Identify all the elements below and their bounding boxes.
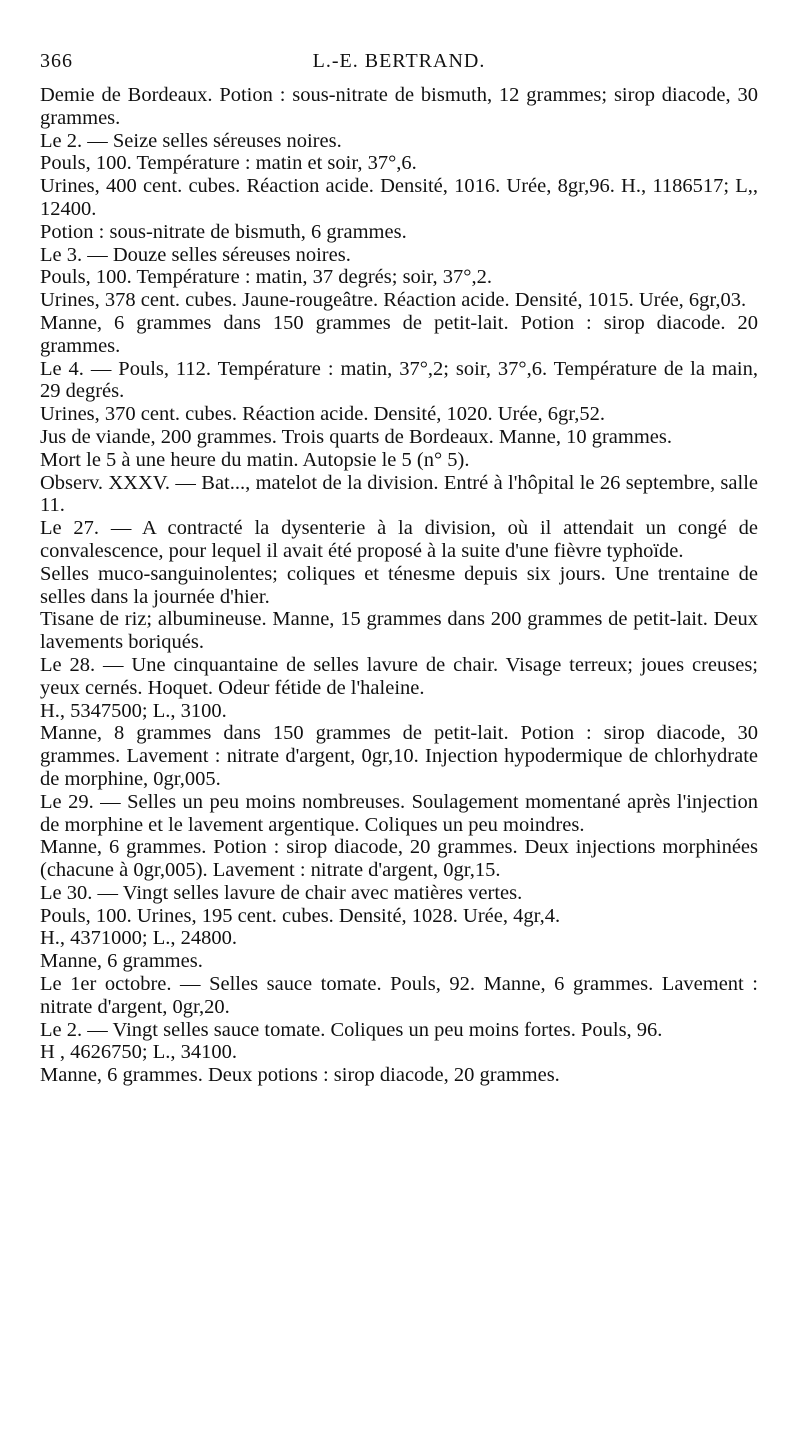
paragraph: Pouls, 100. Température : matin et soir, 37°,6. [40, 152, 417, 175]
paragraph: Manne, 6 grammes. Potion : sirop diacode, 20 grammes. Deux injections morphinées (chacune à 0gr,005). Lavement : nitrate d'argent, 0gr,15. [40, 836, 758, 882]
paragraph: Le 1er octobre. — Selles sauce tomate. Pouls, 92. Manne, 6 grammes. Lavement : nitrate d'argent, 0gr,20. [40, 973, 758, 1018]
paragraph: Jus de viande, 200 grammes. Trois quarts de Bordeaux. Manne, 10 grammes. [40, 425, 672, 448]
paragraph: Tisane de riz; albumineuse. Manne, 15 grammes dans 200 grammes de petit-lait. Deux lavements boriqués. [40, 608, 758, 654]
paragraph: Manne, 8 grammes dans 150 grammes de petit-lait. Potion : sirop diacode, 30 grammes. Lavement : nitrate d'argent, 0gr,10. Injection hypodermique de chlorhydrate de morphine, 0gr,005. [40, 722, 758, 790]
paragraph: Manne, 6 grammes. [40, 950, 203, 973]
paragraph: Pouls, 100. Urines, 195 cent. cubes. Densité, 1028. Urée, 4gr,4. [40, 904, 561, 927]
page-header [40, 50, 758, 84]
paragraph: Demie de Bordeaux. Potion : sous-nitrate de bismuth, 12 grammes; sirop diacode, 30 grammes. [40, 84, 758, 129]
paragraph: Observ. XXXV. — Bat..., matelot de la division. Entré à l'hôpital le 26 septembre, salle 11. [40, 471, 758, 517]
paragraph: Le 2. — Vingt selles sauce tomate. Coliques un peu moins fortes. Pouls, 96. [40, 1018, 663, 1041]
body-text [40, 84, 758, 1087]
paragraph: Urines, 400 cent. cubes. Réaction acide. Densité, 1016. Urée, 8gr,96. H., 1186517; L,, 12400. [40, 175, 758, 220]
paragraph: H., 5347500; L., 3100. [40, 699, 227, 722]
paragraph: Urines, 370 cent. cubes. Réaction acide. Densité, 1020. Urée, 6gr,52. [40, 403, 606, 426]
paragraph: Le 3. — Douze selles séreuses noires. [40, 243, 351, 266]
paragraph: Le 27. — A contracté la dysenterie à la division, où il attendait un congé de convalescence, pour lequel il avait été proposé à la suite d'une fièvre typhoïde. [40, 517, 758, 562]
page-number: 366 [40, 50, 73, 72]
paragraph: Potion : sous-nitrate de bismuth, 6 grammes. [40, 220, 407, 243]
paragraph: Le 30. — Vingt selles lavure de chair avec matières vertes. [40, 881, 523, 904]
paragraph: Manne, 6 grammes dans 150 grammes de petit-lait. Potion : sirop diacode. 20 grammes. [40, 311, 758, 357]
paragraph: Urines, 378 cent. cubes. Jaune-rougeâtre. Réaction acide. Densité, 1015. Urée, 6gr,03. [40, 289, 747, 312]
paragraph: Selles muco-sanguinolentes; coliques et ténesme depuis six jours. Une trentaine de selles dans la journée d'hier. [40, 562, 758, 608]
paragraph: Le 28. — Une cinquantaine de selles lavure de chair. Visage terreux; joues creuses; yeux cernés. Hoquet. Odeur fétide de l'haleine. [40, 653, 758, 699]
running-head: L.-E. BERTRAND. [312, 50, 486, 72]
paragraph: Manne, 6 grammes. Deux potions : sirop diacode, 20 grammes. [40, 1064, 560, 1087]
paragraph: H., 4371000; L., 24800. [40, 927, 238, 950]
paragraph: Le 2. — Seize selles séreuses noires. [40, 129, 342, 152]
paragraph: Pouls, 100. Température : matin, 37 degrés; soir, 37°,2. [40, 266, 492, 289]
paragraph: Mort le 5 à une heure du matin. Autopsie le 5 (n° 5). [40, 448, 470, 471]
paragraph: Le 4. — Pouls, 112. Température : matin, 37°,2; soir, 37°,6. Température de la main, 29 degrés. [40, 357, 758, 403]
paragraph: Le 29. — Selles un peu moins nombreuses. Soulagement momentané après l'injection de morphine et le lavement argentique. Coliques un peu moindres. [40, 790, 758, 836]
paragraph: H , 4626750; L., 34100. [40, 1041, 238, 1064]
